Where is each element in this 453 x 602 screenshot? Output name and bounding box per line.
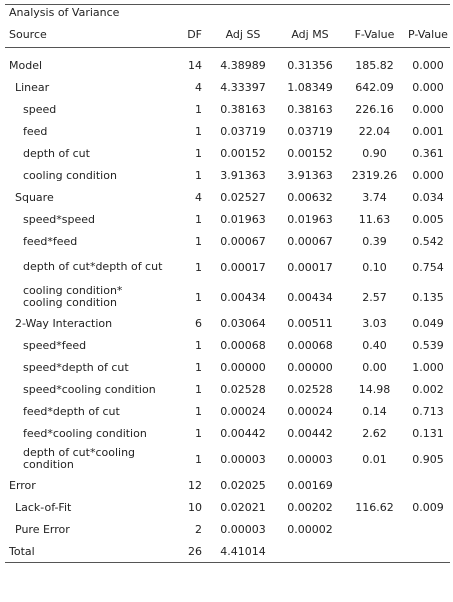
f-value-cell bbox=[343, 540, 406, 562]
header-source: Source bbox=[9, 27, 47, 41]
source-cell: Lack-of-Fit bbox=[15, 500, 72, 514]
adj-ms-cell: 0.31356 bbox=[287, 58, 333, 72]
adj-ms-cell: 0.00434 bbox=[287, 290, 333, 304]
adj-ss-cell: 0.00000 bbox=[220, 360, 266, 374]
source-cell: Total bbox=[9, 544, 35, 558]
adj-ss-cell: 0.01963 bbox=[220, 212, 266, 226]
p-value-cell: 0.131 bbox=[412, 426, 444, 440]
f-value-cell: 0.40 bbox=[362, 338, 387, 352]
adj-ss-cell: 0.03064 bbox=[220, 316, 266, 330]
header-adj-ss: Adj SS bbox=[225, 27, 261, 41]
f-value-cell: 2319.26 bbox=[351, 168, 398, 182]
table-row bbox=[5, 378, 450, 400]
bottom-rule bbox=[5, 562, 450, 563]
df-cell: 1 bbox=[195, 290, 202, 304]
df-cell: 1 bbox=[195, 124, 202, 138]
source-cell: Model bbox=[9, 58, 43, 72]
adj-ss-cell: 0.00003 bbox=[220, 452, 266, 466]
f-value-cell: 3.74 bbox=[362, 190, 387, 204]
header-adj-ms: Adj MS bbox=[291, 27, 329, 41]
table-row bbox=[5, 312, 450, 334]
adj-ms-cell: 0.01963 bbox=[287, 212, 333, 226]
adj-ss-cell: 0.00024 bbox=[220, 404, 266, 418]
adj-ss-cell: 0.00434 bbox=[220, 290, 266, 304]
f-value-cell: 0.90 bbox=[362, 146, 387, 160]
adj-ss-cell: 0.02021 bbox=[220, 500, 266, 514]
table-row bbox=[5, 474, 450, 496]
df-cell: 1 bbox=[195, 382, 202, 396]
table-row bbox=[5, 422, 450, 444]
f-value-cell: 0.39 bbox=[362, 234, 387, 248]
p-value-cell: 0.000 bbox=[412, 168, 444, 182]
df-cell: 1 bbox=[195, 168, 202, 182]
f-value-cell: 2.62 bbox=[362, 426, 387, 440]
table-row bbox=[5, 540, 450, 562]
adj-ms-cell: 0.00000 bbox=[287, 360, 333, 374]
source-cell: Error bbox=[9, 478, 36, 492]
p-value-cell: 0.754 bbox=[412, 260, 444, 274]
df-cell: 1 bbox=[195, 452, 202, 466]
p-value-cell: 0.539 bbox=[412, 338, 444, 352]
p-value-cell: 0.002 bbox=[412, 382, 444, 396]
source-cell: speed*feed bbox=[23, 338, 87, 352]
adj-ms-cell: 0.00632 bbox=[287, 190, 333, 204]
p-value-cell: 0.542 bbox=[412, 234, 444, 248]
df-cell: 4 bbox=[195, 190, 202, 204]
adj-ms-cell: 0.00067 bbox=[287, 234, 333, 248]
table-row bbox=[5, 252, 450, 282]
adj-ms-cell: 0.02528 bbox=[287, 382, 333, 396]
df-cell: 1 bbox=[195, 212, 202, 226]
adj-ms-cell: 0.00003 bbox=[287, 452, 333, 466]
p-value-cell: 0.361 bbox=[412, 146, 444, 160]
p-value-cell: 0.905 bbox=[412, 452, 444, 466]
source-cell: speed*speed bbox=[23, 212, 95, 226]
p-value-cell bbox=[406, 540, 450, 562]
adj-ms-cell: 0.38163 bbox=[287, 102, 333, 116]
table-row bbox=[5, 230, 450, 252]
f-value-cell: 11.63 bbox=[358, 212, 391, 226]
p-value-cell bbox=[406, 518, 450, 540]
p-value-cell: 0.713 bbox=[412, 404, 444, 418]
f-value-cell bbox=[343, 518, 406, 540]
p-value-cell: 0.000 bbox=[412, 80, 444, 94]
table-row bbox=[5, 400, 450, 422]
table-row bbox=[5, 164, 450, 186]
header-p-value: P-Value bbox=[408, 27, 448, 41]
df-cell: 1 bbox=[195, 234, 202, 248]
source-cell: depth of cut*depth of cut bbox=[23, 260, 163, 273]
adj-ms-cell: 0.03719 bbox=[287, 124, 333, 138]
p-value-cell: 0.009 bbox=[412, 500, 444, 514]
adj-ms-cell: 0.00202 bbox=[287, 500, 333, 514]
table-row bbox=[5, 54, 450, 76]
f-value-cell: 2.57 bbox=[362, 290, 387, 304]
adj-ss-cell: 0.00442 bbox=[220, 426, 266, 440]
source-cell: 2-Way Interaction bbox=[15, 316, 113, 330]
table-row bbox=[5, 356, 450, 378]
f-value-cell: 116.62 bbox=[355, 500, 394, 514]
adj-ss-cell: 0.03719 bbox=[220, 124, 266, 138]
df-cell: 1 bbox=[195, 426, 202, 440]
df-cell: 2 bbox=[195, 522, 202, 536]
p-value-cell: 0.049 bbox=[412, 316, 444, 330]
table-body bbox=[5, 48, 450, 563]
header-df: DF bbox=[187, 27, 202, 41]
df-cell: 4 bbox=[195, 80, 202, 94]
anova-table-container bbox=[5, 4, 450, 563]
source-cell: cooling condition* cooling condition bbox=[23, 284, 123, 309]
f-value-cell: 3.03 bbox=[362, 316, 387, 330]
adj-ss-cell: 4.33397 bbox=[220, 80, 266, 94]
adj-ss-cell: 0.00067 bbox=[220, 234, 266, 248]
table-row bbox=[5, 282, 450, 312]
source-cell: feed bbox=[23, 124, 48, 138]
adj-ss-cell: 0.02025 bbox=[220, 478, 266, 492]
df-cell: 1 bbox=[195, 146, 202, 160]
source-cell: Square bbox=[15, 190, 54, 204]
source-cell: cooling condition bbox=[23, 168, 117, 182]
adj-ms-cell: 0.00152 bbox=[287, 146, 333, 160]
anova-table bbox=[5, 21, 450, 562]
adj-ss-cell: 0.02527 bbox=[220, 190, 266, 204]
p-value-cell: 0.005 bbox=[412, 212, 444, 226]
adj-ms-cell: 0.00511 bbox=[287, 316, 333, 330]
f-value-cell: 14.98 bbox=[358, 382, 391, 396]
adj-ss-cell: 0.38163 bbox=[220, 102, 266, 116]
adj-ss-cell: 0.00017 bbox=[220, 260, 266, 274]
source-cell: depth of cut bbox=[23, 146, 90, 160]
df-cell: 14 bbox=[188, 58, 202, 72]
header-row bbox=[5, 21, 450, 48]
df-cell: 1 bbox=[195, 360, 202, 374]
df-cell: 6 bbox=[195, 316, 202, 330]
f-value-cell: 0.10 bbox=[362, 260, 387, 274]
p-value-cell: 0.000 bbox=[412, 58, 444, 72]
table-row bbox=[5, 98, 450, 120]
adj-ms-cell: 0.00024 bbox=[287, 404, 333, 418]
p-value-cell: 0.001 bbox=[412, 124, 444, 138]
source-cell: feed*depth of cut bbox=[23, 404, 120, 418]
df-cell: 26 bbox=[188, 544, 202, 558]
adj-ms-cell: 0.00068 bbox=[287, 338, 333, 352]
df-cell: 1 bbox=[195, 102, 202, 116]
df-cell: 1 bbox=[195, 260, 202, 274]
df-cell: 12 bbox=[188, 478, 202, 492]
source-cell: speed*depth of cut bbox=[23, 360, 129, 374]
p-value-cell: 0.034 bbox=[412, 190, 444, 204]
f-value-cell: 185.82 bbox=[355, 58, 394, 72]
adj-ss-cell: 0.00068 bbox=[220, 338, 266, 352]
adj-ms-cell: 3.91363 bbox=[287, 168, 333, 182]
adj-ss-cell: 0.00152 bbox=[220, 146, 266, 160]
p-value-cell: 0.135 bbox=[412, 290, 444, 304]
source-cell: feed*feed bbox=[23, 234, 78, 248]
p-value-cell bbox=[406, 474, 450, 496]
adj-ms-cell: 0.00169 bbox=[287, 478, 333, 492]
adj-ss-cell: 0.00003 bbox=[220, 522, 266, 536]
f-value-cell: 226.16 bbox=[355, 102, 394, 116]
source-cell: Pure Error bbox=[15, 522, 70, 536]
header-f-value: F-Value bbox=[354, 27, 395, 41]
source-cell: depth of cut*cooling condition bbox=[23, 446, 136, 471]
table-row bbox=[5, 444, 450, 474]
table-row bbox=[5, 208, 450, 230]
adj-ss-cell: 3.91363 bbox=[220, 168, 266, 182]
f-value-cell: 642.09 bbox=[355, 80, 394, 94]
adj-ss-cell: 0.02528 bbox=[220, 382, 266, 396]
p-value-cell: 0.000 bbox=[412, 102, 444, 116]
source-cell: speed bbox=[23, 102, 57, 116]
f-value-cell: 0.00 bbox=[362, 360, 387, 374]
source-cell: feed*cooling condition bbox=[23, 426, 147, 440]
f-value-cell: 0.14 bbox=[362, 404, 387, 418]
table-row bbox=[5, 334, 450, 356]
p-value-cell: 1.000 bbox=[412, 360, 444, 374]
source-cell: Linear bbox=[15, 80, 50, 94]
table-row bbox=[5, 518, 450, 540]
adj-ms-cell: 0.00442 bbox=[287, 426, 333, 440]
source-cell: speed*cooling condition bbox=[23, 382, 156, 396]
table-row bbox=[5, 186, 450, 208]
adj-ms-cell: 1.08349 bbox=[287, 80, 333, 94]
adj-ms-cell: 0.00002 bbox=[287, 522, 333, 536]
table-row bbox=[5, 142, 450, 164]
table-row bbox=[5, 496, 450, 518]
adj-ms-cell: 0.00017 bbox=[287, 260, 333, 274]
adj-ss-cell: 4.38989 bbox=[220, 58, 266, 72]
adj-ms-cell bbox=[277, 540, 343, 562]
table-row bbox=[5, 120, 450, 142]
table-row bbox=[5, 76, 450, 98]
df-cell: 10 bbox=[188, 500, 202, 514]
f-value-cell bbox=[343, 474, 406, 496]
df-cell: 1 bbox=[195, 338, 202, 352]
f-value-cell: 0.01 bbox=[362, 452, 387, 466]
f-value-cell: 22.04 bbox=[358, 124, 391, 138]
table-caption: Analysis of Variance bbox=[9, 6, 120, 19]
adj-ss-cell: 4.41014 bbox=[220, 544, 266, 558]
df-cell: 1 bbox=[195, 404, 202, 418]
